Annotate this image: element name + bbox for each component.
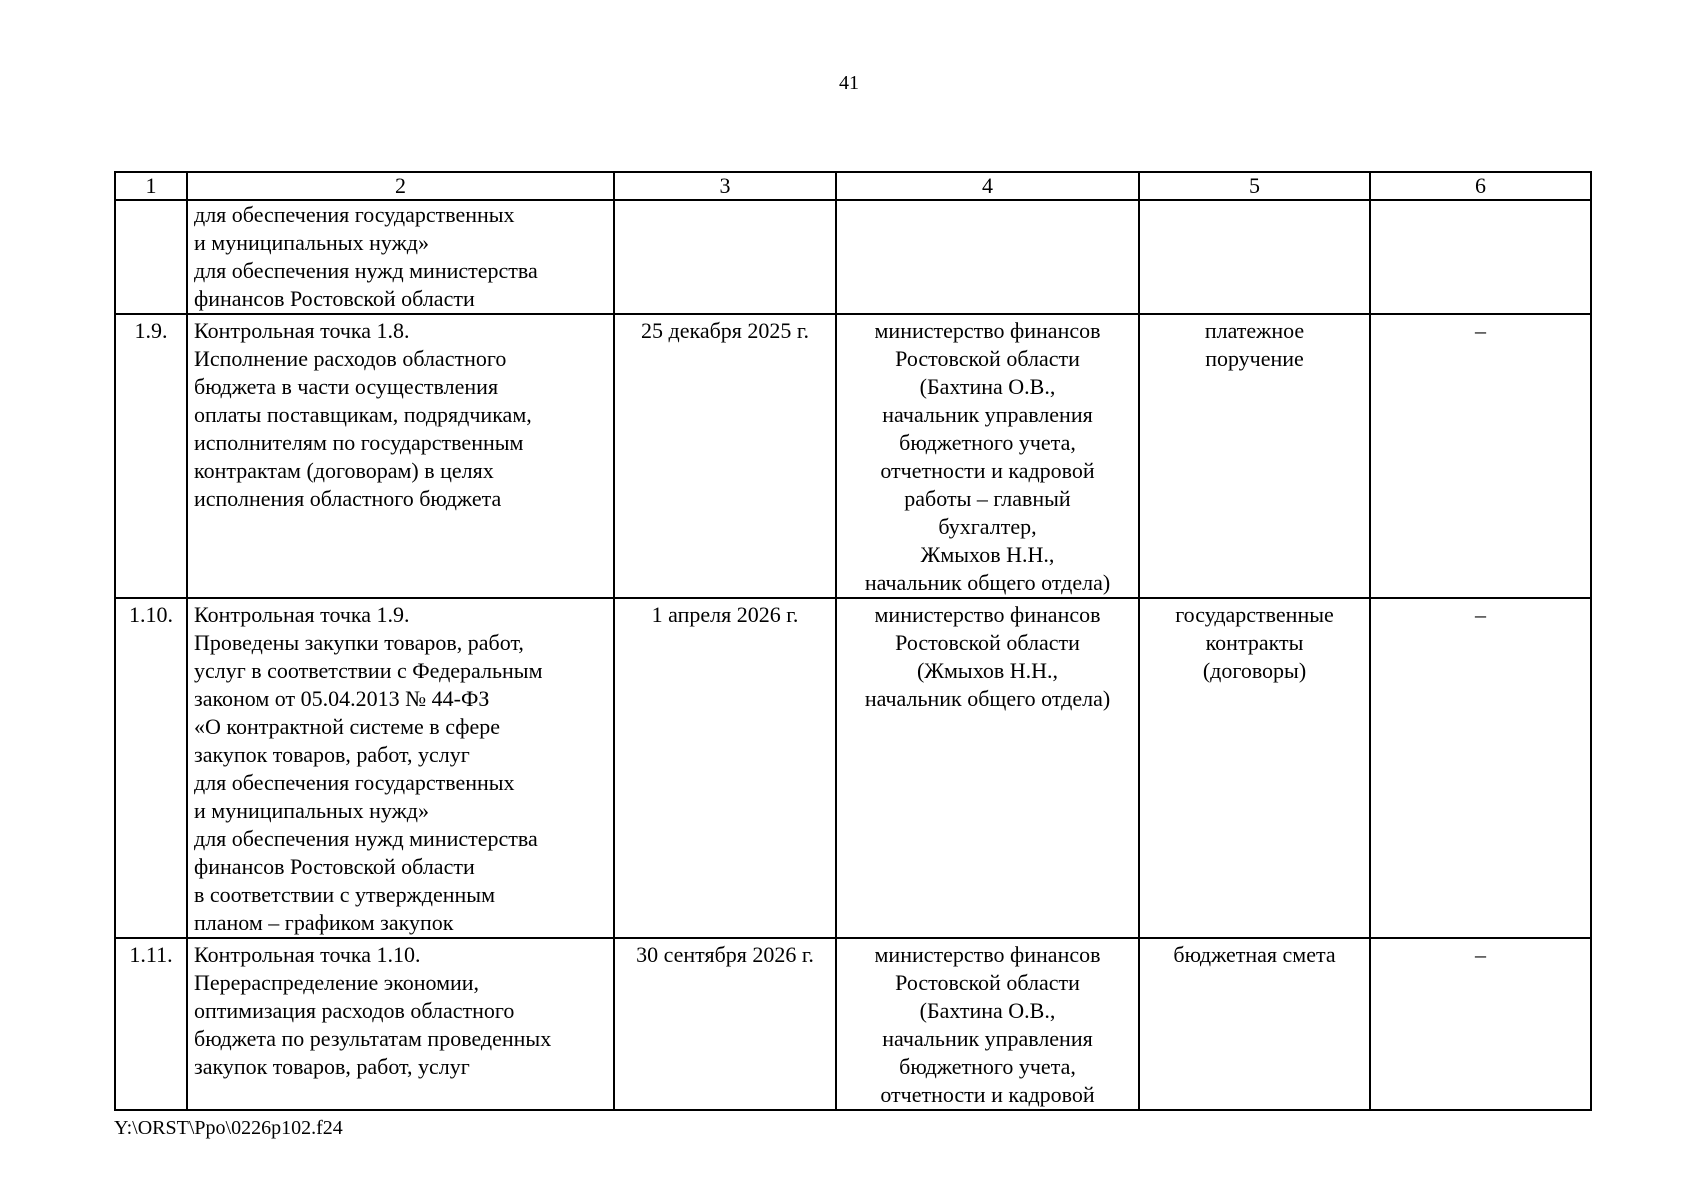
header-cell-6: 6 <box>1370 172 1591 200</box>
page-number: 41 <box>839 72 859 94</box>
row-number <box>115 200 187 314</box>
table-row <box>115 598 1591 938</box>
col6-cell: – <box>1370 598 1591 938</box>
date-cell: 25 декабря 2025 г. <box>614 314 836 598</box>
col6-cell <box>1370 200 1591 314</box>
table-row <box>115 200 1591 314</box>
document-cell: платежное поручение <box>1139 314 1370 598</box>
plan-table <box>114 171 1592 1111</box>
date-cell: 1 апреля 2026 г. <box>614 598 836 938</box>
date-cell: 30 сентября 2026 г. <box>614 938 836 1110</box>
document-cell <box>1139 200 1370 314</box>
header-cell-2: 2 <box>187 172 614 200</box>
footer-file-path: Y:\ORST\Ppo\0226p102.f24 <box>114 1117 343 1139</box>
document-cell: государственные контракты (договоры) <box>1139 598 1370 938</box>
responsible-cell: министерство финансов Ростовской области (Бахтина О.В., начальник управления бюджетного учета, отчетности и кадровой работы – главный бухгалтер, Жмыхов Н.Н., начальник общего отдела) <box>836 314 1139 598</box>
row-number: 1.10. <box>115 598 187 938</box>
responsible-cell: министерство финансов Ростовской области (Жмыхов Н.Н., начальник общего отдела) <box>836 598 1139 938</box>
table-row <box>115 938 1591 1110</box>
date-cell <box>614 200 836 314</box>
table-row <box>115 314 1591 598</box>
header-cell-1: 1 <box>115 172 187 200</box>
table-header-row <box>115 172 1591 200</box>
document-cell: бюджетная смета <box>1139 938 1370 1110</box>
header-cell-3: 3 <box>614 172 836 200</box>
col6-cell: – <box>1370 314 1591 598</box>
event-cell: Контрольная точка 1.8. Исполнение расходов областного бюджета в части осуществления оплаты поставщикам, подрядчикам, исполнителям по государственным контрактам (договорам) в целях исполнения областного бюджета <box>187 314 614 598</box>
header-cell-4: 4 <box>836 172 1139 200</box>
row-number: 1.9. <box>115 314 187 598</box>
event-cell: Контрольная точка 1.10. Перераспределение экономии, оптимизация расходов областного бюджета по результатам проведенных закупок товаров, работ, услуг <box>187 938 614 1110</box>
responsible-cell <box>836 200 1139 314</box>
header-cell-5: 5 <box>1139 172 1370 200</box>
responsible-cell: министерство финансов Ростовской области (Бахтина О.В., начальник управления бюджетного учета, отчетности и кадровой <box>836 938 1139 1110</box>
event-cell: Контрольная точка 1.9. Проведены закупки товаров, работ, услуг в соответствии с Федеральным законом от 05.04.2013 № 44-ФЗ «О контрактной системе в сфере закупок товаров, работ, услуг для обеспечения государственных и муниципальных нужд» для обеспечения нужд министерства финансов Ростовской области в соответствии с утвержденным планом – графиком закупок <box>187 598 614 938</box>
event-cell: для обеспечения государственных и муниципальных нужд» для обеспечения нужд министерства финансов Ростовской области <box>187 200 614 314</box>
col6-cell: – <box>1370 938 1591 1110</box>
row-number: 1.11. <box>115 938 187 1110</box>
